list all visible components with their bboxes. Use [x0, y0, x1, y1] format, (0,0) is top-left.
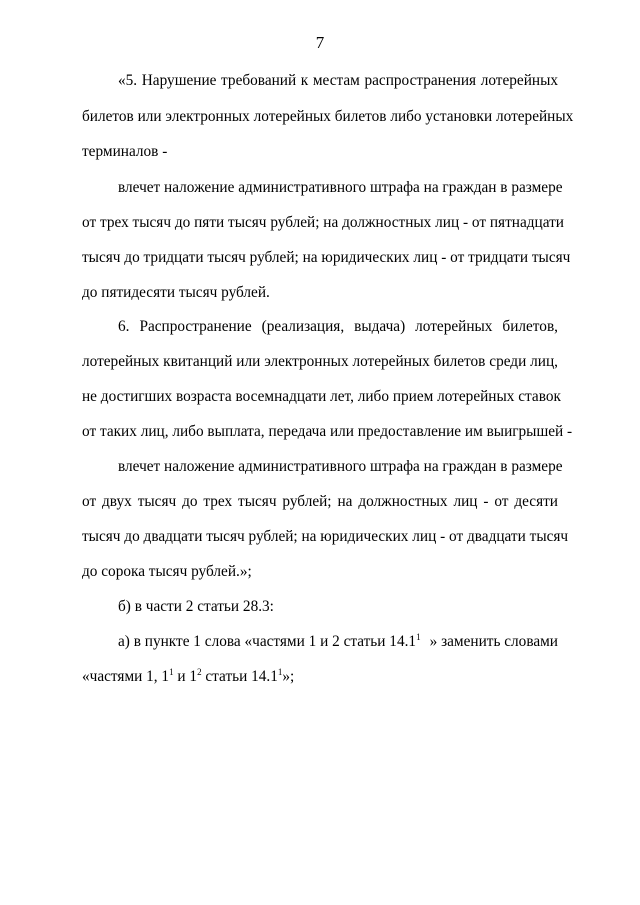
- item-a-text-5: статьи 14.1: [201, 668, 278, 685]
- sanction-5-line-4: до пятидесяти тысяч рублей.: [82, 284, 270, 301]
- sanction-6-line-2: от двух тысяч до трех тысяч рублей; на должностных лиц - от десяти: [82, 493, 558, 510]
- item-b-line: б) в части 2 статьи 28.3:: [118, 598, 274, 615]
- item-a-line-2: [82, 668, 294, 686]
- superscript: 1: [416, 632, 421, 642]
- paragraph-5-line-3: терминалов -: [82, 143, 168, 160]
- item-a-line-1: [118, 633, 558, 651]
- item-a-text-4: и 1: [173, 668, 198, 685]
- paragraph-5-line-2: билетов или электронных лотерейных билетов либо установки лотерейных: [82, 108, 574, 125]
- sanction-5-line-2: от трех тысяч до пяти тысяч рублей; на должностных лиц - от пятнадцати: [82, 214, 564, 231]
- paragraph-6-line-3: не достигших возраста восемнадцати лет, либо прием лотерейных ставок: [82, 388, 561, 405]
- paragraph-6-line-1: 6. Распространение (реализация, выдача) лотерейных билетов,: [118, 318, 558, 335]
- item-a-text-1: а) в пункте 1 слова «частями 1 и 2 статьи 14.1: [118, 633, 417, 650]
- page-number: 7: [315, 33, 325, 52]
- superscript: 2: [197, 667, 202, 677]
- item-a-text-2: » заменить словами: [429, 633, 558, 650]
- paragraph-6-line-4: от таких лиц, либо выплата, передача или предоставление им выигрышей -: [82, 423, 573, 440]
- sanction-5-line-3: тысяч до тридцати тысяч рублей; на юридических лиц - от тридцати тысяч: [82, 249, 571, 266]
- superscript: 1: [169, 667, 174, 677]
- superscript: 1: [277, 667, 283, 677]
- paragraph-5-line-1: «5. Нарушение требований к местам распространения лотерейных: [118, 72, 558, 89]
- sanction-6-line-1: влечет наложение административного штрафа на граждан в размере: [118, 458, 563, 475]
- sanction-6-line-4: до сорока тысяч рублей.»;: [82, 563, 252, 580]
- paragraph-6-line-2: лотерейных квитанций или электронных лотерейных билетов среди лиц,: [82, 353, 558, 370]
- sanction-5-line-1: влечет наложение административного штрафа на граждан в размере: [118, 179, 563, 196]
- item-a-text-3: «частями 1, 1: [82, 668, 170, 685]
- sanction-6-line-3: тысяч до двадцати тысяч рублей; на юридических лиц - от двадцати тысяч: [82, 528, 569, 545]
- item-a-text-6: »;: [282, 668, 295, 685]
